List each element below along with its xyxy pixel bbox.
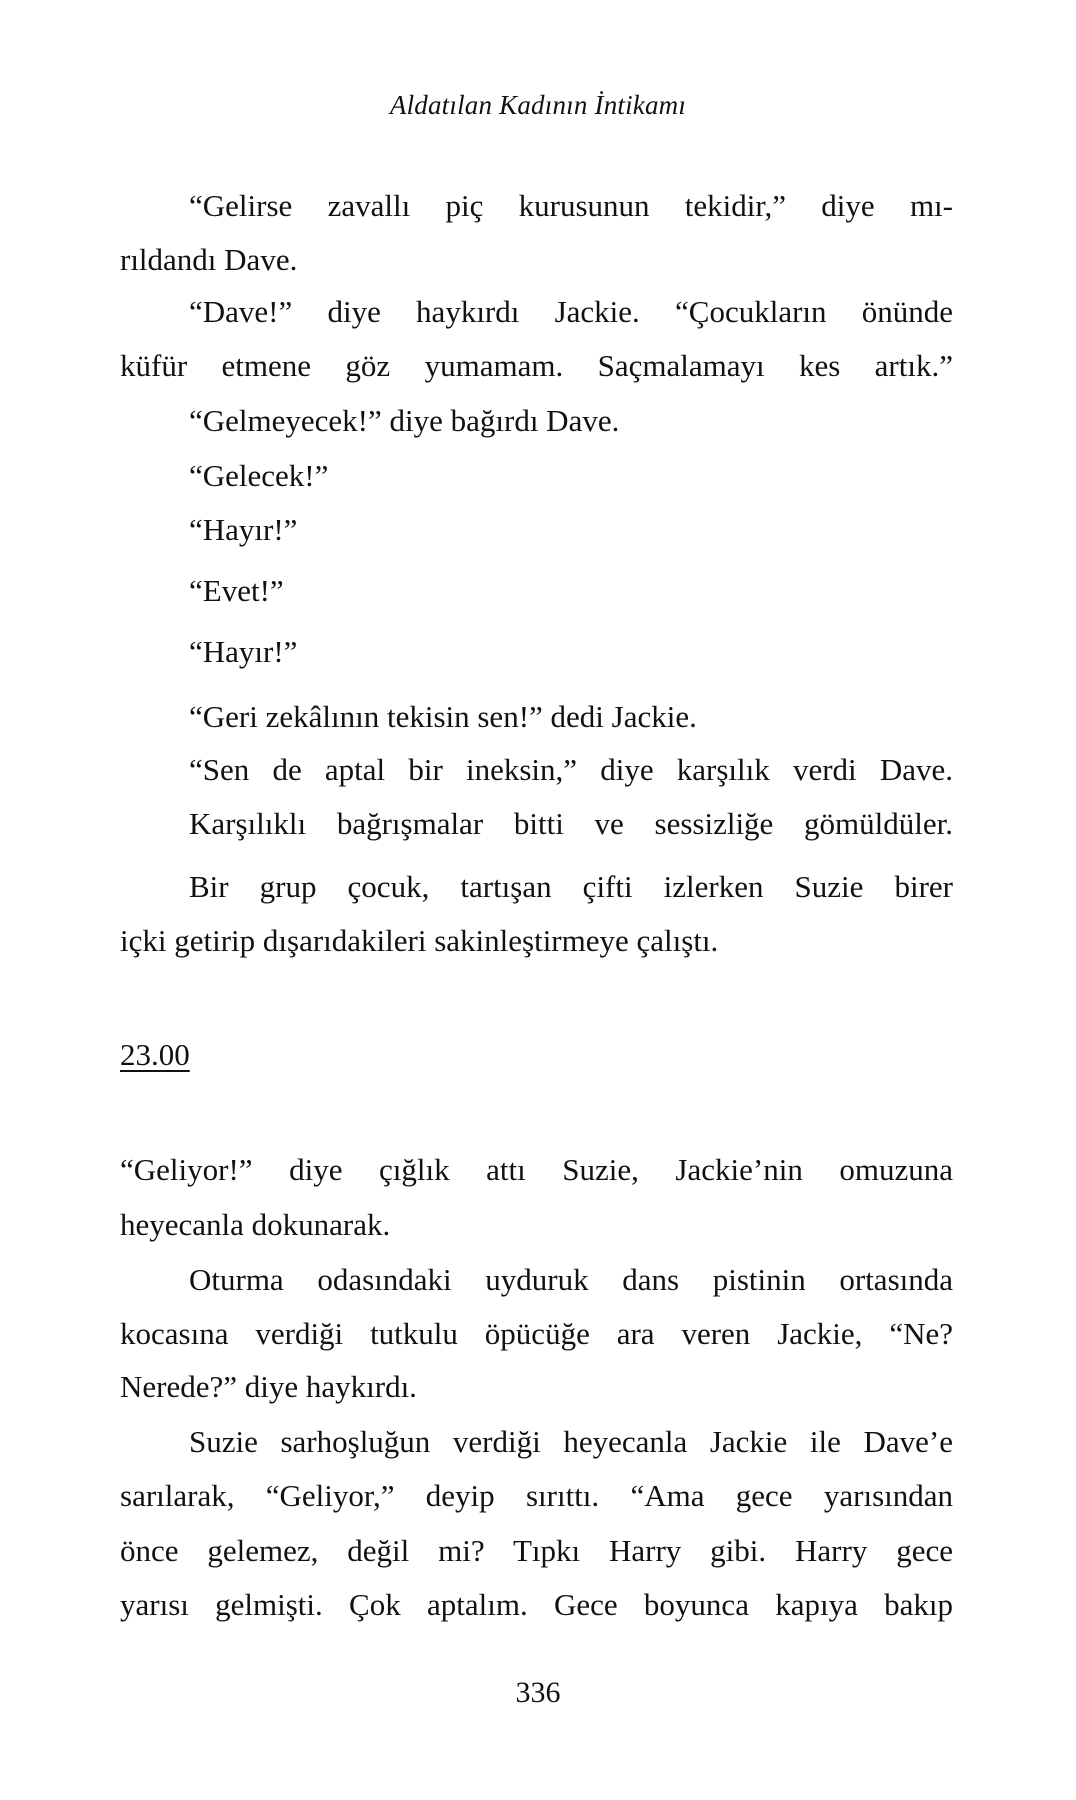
text-line: sarılarak, “Geliyor,” deyip sırıttı. “Ama gece yarısından bbox=[120, 1478, 953, 1513]
text-line: “Gelmeyecek!” diye bağırdı Dave. bbox=[189, 403, 620, 438]
running-header: Aldatılan Kadının İntikamı bbox=[389, 90, 687, 120]
text-line: kocasına verdiği tutkulu öpücüğe ara veren Jackie, “Ne? bbox=[120, 1316, 953, 1351]
text-line: heyecanla dokunarak. bbox=[120, 1207, 391, 1242]
text-line: “Sen de aptal bir ineksin,” diye karşılık verdi Dave. bbox=[189, 752, 953, 787]
page-number: 336 bbox=[515, 1676, 561, 1709]
text-line: Bir grup çocuk, tartışan çifti izlerken Suzie birer bbox=[189, 869, 953, 904]
text-line: “Evet!” bbox=[189, 573, 284, 608]
text-line: içki getirip dışarıdakileri sakinleştirmeye çalıştı. bbox=[120, 923, 719, 958]
text-line: Karşılıklı bağrışmalar bitti ve sessizliğe gömüldüler. bbox=[189, 806, 953, 841]
text-line: “Hayır!” bbox=[189, 634, 298, 669]
text-line: “Dave!” diye haykırdı Jackie. “Çocukların önünde bbox=[189, 294, 953, 329]
section-heading: 23.00 bbox=[120, 1037, 190, 1072]
text-line: Oturma odasındaki uyduruk dans pistinin ortasında bbox=[189, 1262, 953, 1297]
text-line: küfür etmene göz yumamam. Saçmalamayı kes artık.” bbox=[120, 348, 953, 383]
text-line: rıldandı Dave. bbox=[120, 242, 298, 277]
text-line: önce gelemez, değil mi? Tıpkı Harry gibi. Harry gece bbox=[120, 1533, 953, 1568]
text-line: yarısı gelmişti. Çok aptalım. Gece boyunca kapıya bakıp bbox=[120, 1587, 953, 1622]
text-line: “Gelirse zavallı piç kurusunun tekidir,” diye mı- bbox=[189, 188, 953, 223]
text-line: “Geri zekâlının tekisin sen!” dedi Jackie. bbox=[189, 699, 697, 734]
text-line: “Gelecek!” bbox=[189, 458, 329, 493]
text-line: “Hayır!” bbox=[189, 512, 298, 547]
text-line: Suzie sarhoşluğun verdiği heyecanla Jackie ile Dave’e bbox=[189, 1424, 953, 1459]
text-line: “Geliyor!” diye çığlık attı Suzie, Jackie’nin omuzuna bbox=[120, 1152, 953, 1187]
text-line: Nerede?” diye haykırdı. bbox=[120, 1369, 417, 1404]
